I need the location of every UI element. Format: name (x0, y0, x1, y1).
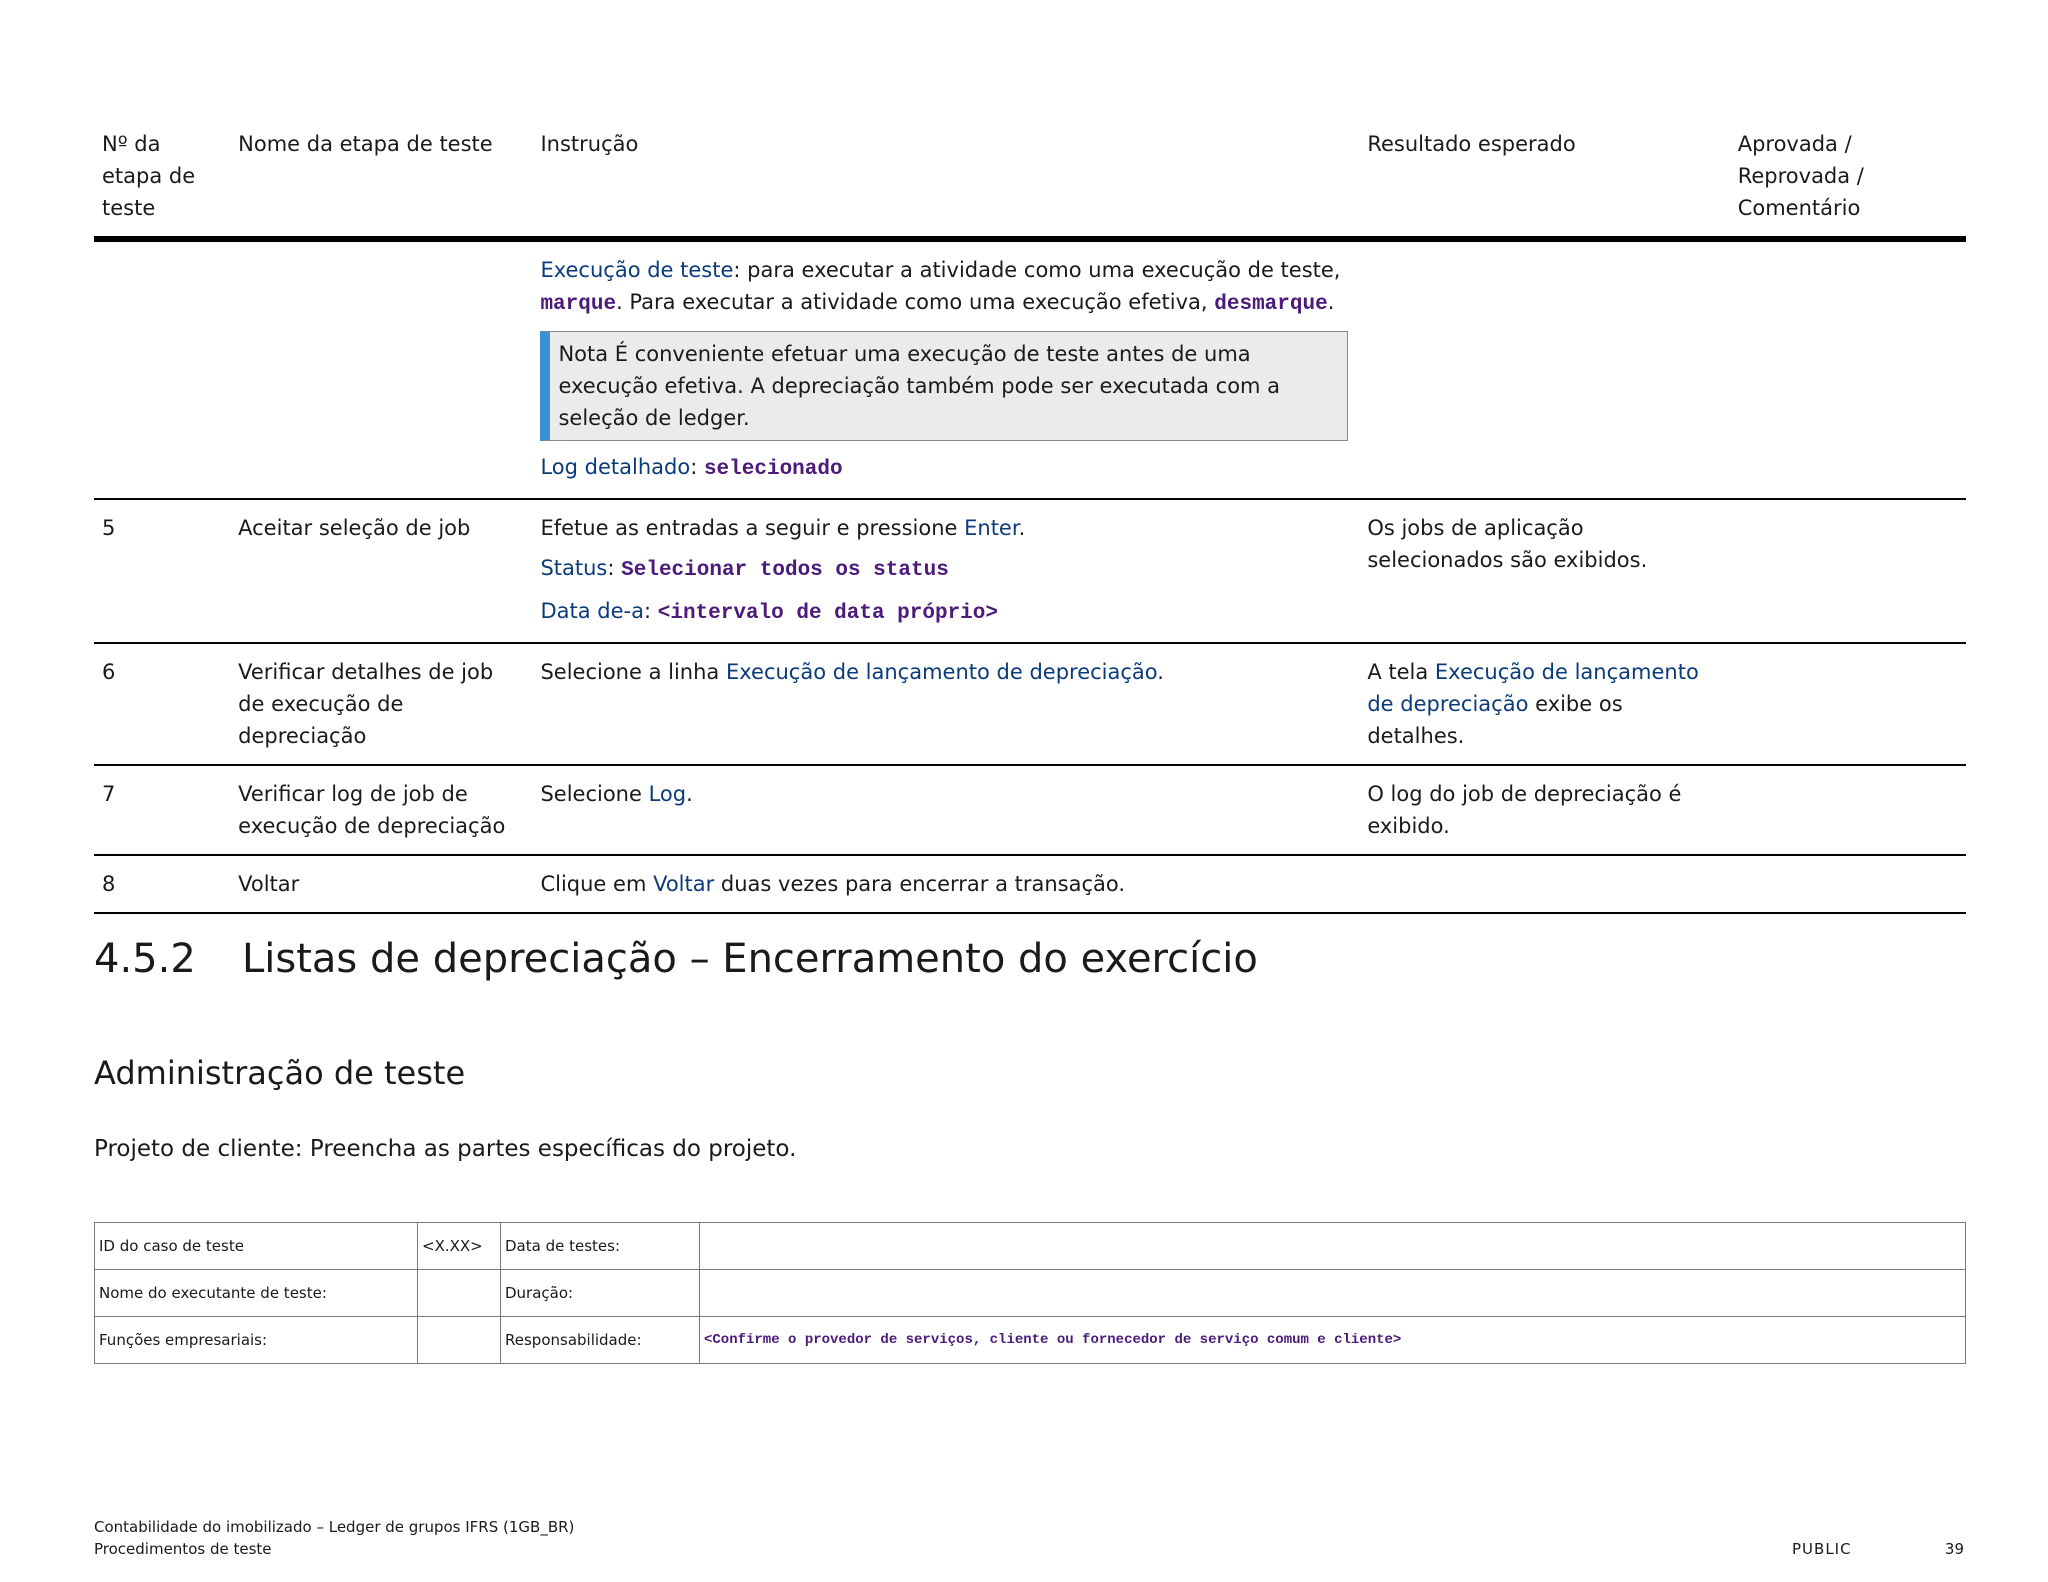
test-run-link[interactable]: Execução de teste (540, 258, 734, 282)
depreciation-run-screen-link[interactable]: Execução de lançamento de depreciação (1367, 660, 1699, 716)
step-number: 6 (94, 643, 230, 765)
test-steps-table (94, 128, 1966, 914)
depreciation-run-link[interactable]: Execução de lançamento de depreciação (725, 660, 1158, 684)
value-test-case-id: <X.XX> (418, 1223, 501, 1270)
value-tester-name (418, 1270, 501, 1317)
label-tester-name: Nome do executante de teste: (95, 1270, 418, 1317)
step-name: Verificar detalhes de job de execução de depreciação (230, 643, 532, 765)
value-test-date (700, 1223, 1966, 1270)
footer-classification: PUBLIC (1792, 1540, 1852, 1558)
mark-value: marque (540, 293, 617, 316)
instruction-cell: Efetue as entradas a seguir e pressione Enter. Status: Selecionar todos os status Data de-a: <intervalo de data próprio> (532, 499, 1359, 643)
header-instruction: Instrução (532, 128, 1359, 239)
header-step-name: Nome da etapa de teste (230, 128, 532, 239)
table-row (94, 765, 1966, 855)
table-row (94, 239, 1966, 499)
instruction-cell: Selecione Log. (532, 765, 1359, 855)
table-row (95, 1317, 1966, 1364)
date-range-link[interactable]: Data de-a (540, 599, 644, 623)
label-test-case-id: ID do caso de teste (95, 1223, 418, 1270)
expected-result: O log do job de depreciação é exibido. (1359, 765, 1729, 855)
label-responsibility: Responsabilidade: (501, 1317, 700, 1364)
table-row (94, 855, 1966, 913)
table-row (94, 499, 1966, 643)
footer-document-info (94, 1516, 574, 1560)
value-responsibility: <Confirme o provedor de serviços, cliente ou fornecedor de serviço comum e cliente> (700, 1317, 1966, 1364)
footer-subtitle: Procedimentos de teste (94, 1540, 272, 1558)
value-business-roles (418, 1317, 501, 1364)
note-box: Nota É conveniente efetuar uma execução de teste antes de uma execução efetiva. A depreciação também pode ser executada com a seleção de ledger. (540, 331, 1348, 441)
step-number: 7 (94, 765, 230, 855)
table-row (95, 1270, 1966, 1317)
table-row (94, 643, 1966, 765)
log-link[interactable]: Log (648, 782, 687, 806)
page-number: 39 (1944, 1540, 1964, 1558)
table-header-row (94, 128, 1966, 239)
footer-title: Contabilidade do imobilizado – Ledger de grupos IFRS (1GB_BR) (94, 1518, 575, 1536)
label-test-date: Data de testes: (501, 1223, 700, 1270)
section-title: Listas de depreciação – Encerramento do exercício (242, 936, 1258, 982)
intro-text: Projeto de cliente: Preencha as partes específicas do projeto. (94, 1136, 797, 1162)
detailed-log-link[interactable]: Log detalhado (540, 455, 691, 479)
header-step-number: Nº da etapa de teste (94, 128, 230, 239)
header-approval-comment: Aprovada / Reprovada / Comentário (1730, 128, 1966, 239)
expected-result: Os jobs de aplicação selecionados são exibidos. (1359, 499, 1729, 643)
document-page (94, 0, 1966, 1582)
section-number: 4.5.2 (94, 936, 196, 982)
date-range-value: <intervalo de data próprio> (657, 602, 998, 625)
label-duration: Duração: (501, 1270, 700, 1317)
test-run-paragraph: Execução de teste: para executar a atividade como uma execução de teste, marque. Para executar a atividade como uma execução efetiva, desmarque. (540, 258, 1341, 316)
step-name: Verificar log de job de execução de depreciação (230, 765, 532, 855)
expected-result: A tela Execução de lançamento de depreciação exibe os detalhes. (1359, 643, 1729, 765)
header-expected-result: Resultado esperado (1359, 128, 1729, 239)
section-heading (94, 934, 1258, 984)
unmark-value: desmarque (1214, 293, 1328, 316)
instruction-cell: Clique em Voltar duas vezes para encerrar a transação. (532, 855, 1359, 913)
admin-table (94, 1222, 1966, 1364)
step-number: 8 (94, 855, 230, 913)
detailed-log-paragraph: Log detalhado: selecionado (540, 455, 843, 481)
status-value: Selecionar todos os status (621, 559, 949, 582)
back-link[interactable]: Voltar (653, 872, 715, 896)
subheading: Administração de teste (94, 1054, 466, 1092)
label-business-roles: Funções empresariais: (95, 1317, 418, 1364)
instruction-cell: Selecione a linha Execução de lançamento de depreciação. (532, 643, 1359, 765)
detailed-log-value: selecionado (703, 458, 843, 481)
step-name: Voltar (230, 855, 532, 913)
status-link[interactable]: Status (540, 556, 608, 580)
enter-link[interactable]: Enter (964, 516, 1019, 540)
step-number: 5 (94, 499, 230, 643)
value-duration (700, 1270, 1966, 1317)
table-row (95, 1223, 1966, 1270)
instruction-cell (532, 239, 1359, 499)
step-name: Aceitar seleção de job (230, 499, 532, 643)
